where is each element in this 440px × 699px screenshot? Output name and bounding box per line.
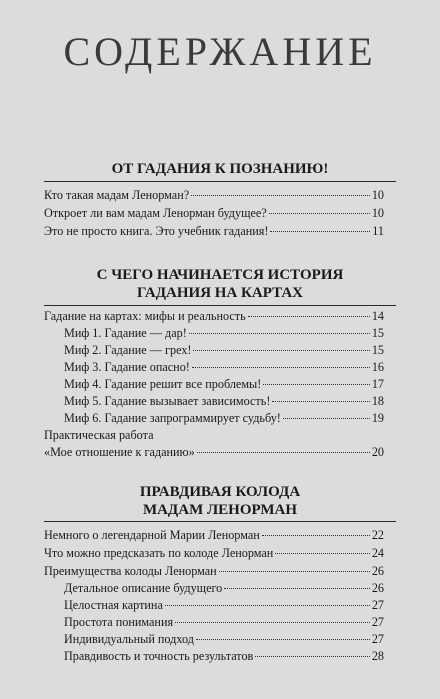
toc-entry[interactable] <box>64 360 384 375</box>
toc-entry-label: Это не просто книга. Это учебник гадания! <box>44 224 269 238</box>
toc-entry[interactable] <box>64 377 384 392</box>
leader-dots <box>255 656 369 657</box>
toc-entry-page: 17 <box>371 377 384 391</box>
toc-entry-page: 22 <box>371 528 384 542</box>
toc-entry[interactable] <box>44 224 384 239</box>
toc-entry-label[interactable]: Практическая работа <box>44 428 154 442</box>
toc-entry-page: 11 <box>372 224 384 238</box>
toc-entry[interactable] <box>64 632 384 647</box>
toc-entry-page: 27 <box>371 615 384 629</box>
leader-dots <box>272 401 369 402</box>
toc-entry-label: Миф 3. Гадание опасно! <box>64 360 190 374</box>
toc-entry-page: 27 <box>371 598 384 612</box>
toc-entry-page: 16 <box>371 360 384 374</box>
toc-entry-label: Немного о легендарной Марии Ленорман <box>44 528 260 542</box>
leader-dots <box>263 384 370 385</box>
toc-entry-label: Правдивость и точность результатов <box>64 649 254 663</box>
toc-entry-page: 26 <box>371 564 384 578</box>
leader-dots <box>275 553 369 554</box>
toc-entry-label: Миф 2. Гадание — грех! <box>64 343 192 357</box>
leader-dots <box>165 605 370 606</box>
section-heading-line2: ГАДАНИЯ НА КАРТАХ <box>136 285 304 301</box>
toc-entry-page: 20 <box>371 445 384 459</box>
toc-entry-page: 24 <box>371 546 384 560</box>
toc-entry-label: Миф 6. Гадание запрограммирует судьбу! <box>64 411 281 425</box>
leader-dots <box>262 535 370 536</box>
toc-entry[interactable] <box>44 528 384 543</box>
toc-entry-page: 10 <box>371 188 384 202</box>
toc-entry-page: 15 <box>371 326 384 340</box>
toc-entry-label: «Мое отношение к гаданию» <box>44 445 195 459</box>
toc-entry-label: Откроет ли вам мадам Ленорман будущее? <box>44 206 267 220</box>
leader-dots <box>196 639 370 640</box>
section-heading-line2: МАДАМ ЛЕНОРМАН <box>142 502 298 518</box>
toc-entry[interactable] <box>64 581 384 596</box>
toc-entry-page: 10 <box>371 206 384 220</box>
toc-entry[interactable] <box>64 615 384 630</box>
toc-entry[interactable] <box>44 188 384 203</box>
toc-entry[interactable] <box>64 649 384 664</box>
toc-entry-page: 18 <box>371 394 384 408</box>
toc-entry-label: Кто такая мадам Ленорман? <box>44 188 190 202</box>
toc-entry[interactable] <box>64 326 384 341</box>
section-divider <box>44 305 396 306</box>
leader-dots <box>189 333 370 334</box>
toc-entry-page: 14 <box>371 309 384 323</box>
toc-entry-page: 19 <box>371 411 384 425</box>
toc-entry-label: Преимущества колоды Ленорман <box>44 564 217 578</box>
toc-entry-label: Целостная картина <box>64 598 163 612</box>
section-divider <box>44 521 396 522</box>
leader-dots <box>269 213 370 214</box>
toc-entry[interactable] <box>44 206 384 221</box>
toc-entry[interactable] <box>64 411 384 426</box>
toc-entry[interactable] <box>44 546 384 561</box>
leader-dots <box>191 195 370 196</box>
toc-entry-page: 27 <box>371 632 384 646</box>
toc-entry-label: Простота понимания <box>64 615 174 629</box>
section-heading-line1: С ЧЕГО НАЧИНАЕТСЯ ИСТОРИЯ <box>96 267 344 283</box>
leader-dots <box>197 452 370 453</box>
toc-entry[interactable] <box>64 394 384 409</box>
leader-dots <box>224 588 370 589</box>
leader-dots <box>219 571 370 572</box>
toc-entry-page: 15 <box>371 343 384 357</box>
toc-entry-label: Миф 5. Гадание вызывает зависимость! <box>64 394 271 408</box>
toc-entry-page: 28 <box>371 649 384 663</box>
toc-entry-label: Что можно предсказать по колоде Ленорман <box>44 546 274 560</box>
page-title: СОДЕРЖАНИЕ <box>63 29 377 74</box>
leader-dots <box>192 367 370 368</box>
toc-entry[interactable] <box>44 564 384 579</box>
section-heading-line1: ПРАВДИВАЯ КОЛОДА <box>139 484 301 500</box>
leader-dots <box>193 350 369 351</box>
toc-entry[interactable] <box>44 445 384 460</box>
leader-dots <box>248 316 370 317</box>
toc-entry-label: Детальное описание будущего <box>64 581 223 595</box>
toc-entry-label: Гадание на картах: мифы и реальность <box>44 309 246 323</box>
leader-dots <box>283 418 370 419</box>
section-heading: ОТ ГАДАНИЯ К ПОЗНАНИЮ! <box>111 161 329 177</box>
leader-dots <box>175 622 370 623</box>
leader-dots <box>270 231 370 232</box>
section-divider <box>44 181 396 182</box>
toc-entry[interactable] <box>64 598 384 613</box>
toc-entry[interactable] <box>64 343 384 358</box>
toc-entry-label: Миф 4. Гадание решит все проблемы! <box>64 377 262 391</box>
toc-entry[interactable] <box>44 309 384 324</box>
toc-entry-label: Индивидуальный подход <box>64 632 194 646</box>
toc-entry-label: Миф 1. Гадание — дар! <box>64 326 187 340</box>
toc-entry-page: 26 <box>371 581 384 595</box>
